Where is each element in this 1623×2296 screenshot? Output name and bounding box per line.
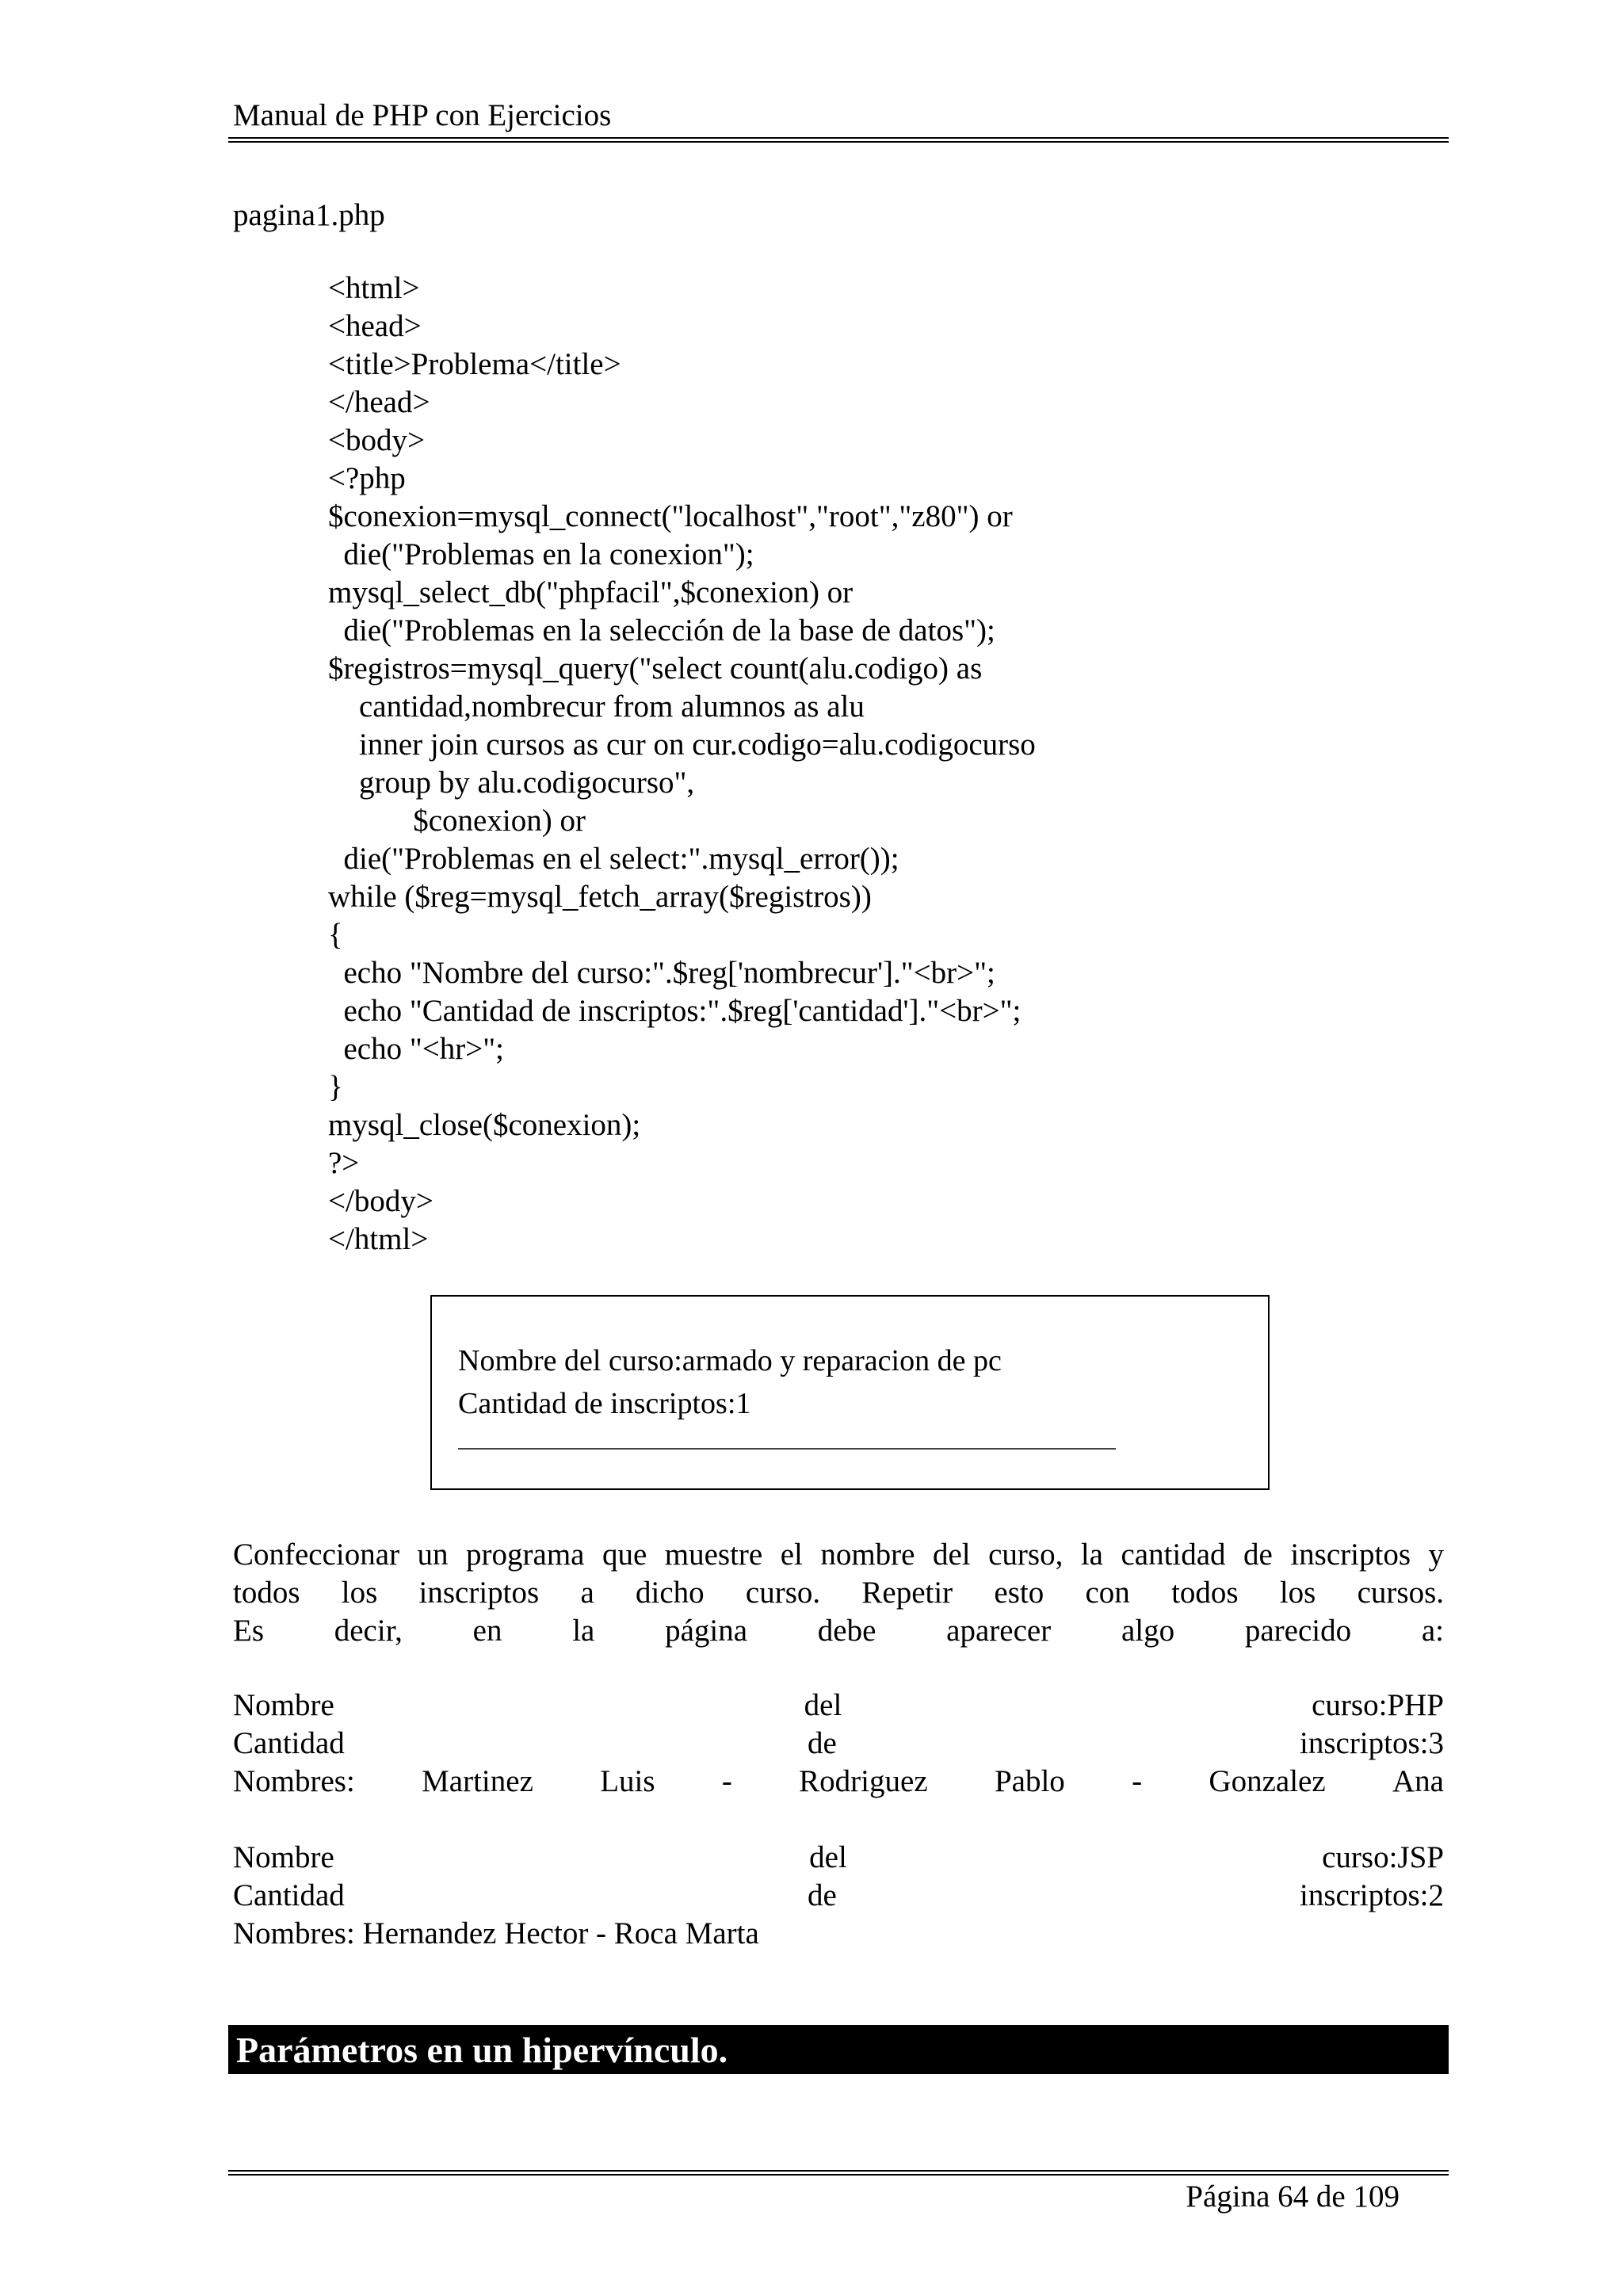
example-word: Gonzalez <box>1209 1764 1326 1798</box>
code-line: $registros=mysql_query("select count(alu.codigo) as <box>328 651 983 686</box>
example-block-jsp <box>233 1839 1444 1953</box>
example-word: de <box>808 1878 837 1912</box>
example-row <box>233 1687 1444 1725</box>
header-divider <box>228 137 1449 143</box>
exercise-paragraph <box>233 1536 1444 1650</box>
example-word: Ana <box>1392 1764 1444 1798</box>
paragraph-line: Es decir, en la página debe aparecer algo parecido a: <box>233 1614 1444 1648</box>
code-line: } <box>328 1070 343 1104</box>
example-row <box>233 1839 1444 1877</box>
example-row <box>233 1725 1444 1763</box>
example-word: inscriptos:3 <box>1300 1726 1444 1760</box>
code-line: </body> <box>328 1184 433 1218</box>
paragraph-line: todos los inscriptos a dicho curso. Repetir esto con todos los cursos. <box>233 1576 1444 1610</box>
output-horizontal-rule <box>458 1448 1116 1450</box>
output-course-name: Nombre del curso:armado y reparacion de pc <box>458 1344 1002 1377</box>
code-line: die("Problemas en la selección de la base de datos"); <box>328 613 995 648</box>
example-word: Luis <box>600 1764 655 1798</box>
paragraph-line: Confeccionar un programa que muestre el nombre del curso, la cantidad de inscriptos y <box>233 1538 1444 1572</box>
code-line: <html> <box>328 271 420 305</box>
example-word: del <box>809 1840 847 1874</box>
example-row <box>233 1877 1444 1915</box>
example-word: Nombres: <box>233 1764 355 1798</box>
example-word: curso:JSP <box>1322 1840 1444 1874</box>
example-word: Pablo <box>994 1764 1065 1798</box>
code-line: ?> <box>328 1146 360 1180</box>
section-heading-bar <box>228 2025 1449 2074</box>
code-line: mysql_select_db("phpfacil",$conexion) or <box>328 575 854 609</box>
example-word: Nombre <box>233 1840 334 1874</box>
code-line: { <box>328 918 343 952</box>
example-names-line: Nombres: Hernandez Hector - Roca Marta <box>233 1916 759 1950</box>
code-line: die("Problemas en el select:".mysql_error()); <box>328 842 899 876</box>
example-word: curso:PHP <box>1312 1688 1444 1722</box>
code-line: <body> <box>328 423 425 457</box>
example-word: Nombre <box>233 1688 334 1722</box>
example-word: Cantidad <box>233 1726 345 1760</box>
example-block-php <box>233 1687 1444 1801</box>
code-line: </head> <box>328 385 430 419</box>
example-word: de <box>808 1726 837 1760</box>
page-header-title: Manual de PHP con Ejercicios <box>233 98 612 132</box>
code-line: inner join cursos as cur on cur.codigo=alu.codigocurso <box>328 728 1036 762</box>
code-line: <?php <box>328 461 406 495</box>
code-line: $conexion) or <box>328 804 586 838</box>
browser-output-screenshot <box>430 1295 1270 1490</box>
file-name: pagina1.php <box>233 198 385 232</box>
code-line: group by alu.codigocurso", <box>328 766 695 800</box>
example-word: del <box>804 1688 842 1722</box>
code-line: <title>Problema</title> <box>328 347 621 381</box>
code-line: echo "<hr>"; <box>328 1032 505 1066</box>
code-line: mysql_close($conexion); <box>328 1108 641 1142</box>
example-word: Cantidad <box>233 1878 345 1912</box>
code-line: </html> <box>328 1222 429 1256</box>
code-listing <box>328 269 1036 1259</box>
example-word: inscriptos:2 <box>1300 1878 1444 1912</box>
example-word: Martinez <box>422 1764 533 1798</box>
code-line: <head> <box>328 309 422 343</box>
code-line: echo "Cantidad de inscriptos:".$reg['cantidad']."<br>"; <box>328 994 1022 1028</box>
output-enrolled-count: Cantidad de inscriptos:1 <box>458 1387 751 1420</box>
code-line: die("Problemas en la conexion"); <box>328 537 754 571</box>
example-word: Rodriguez <box>799 1764 928 1798</box>
code-line: cantidad,nombrecur from alumnos as alu <box>328 690 865 724</box>
example-word: - <box>1132 1764 1143 1798</box>
code-line: echo "Nombre del curso:".$reg['nombrecur']."<br>"; <box>328 956 995 990</box>
section-heading: Parámetros en un hipervínculo. <box>236 2030 728 2070</box>
example-row <box>233 1763 1444 1801</box>
example-word: - <box>721 1764 732 1798</box>
code-line: while ($reg=mysql_fetch_array($registros)) <box>328 880 872 914</box>
page-number: Página 64 de 109 <box>1186 2179 1400 2214</box>
footer-divider <box>228 2170 1449 2176</box>
code-line: $conexion=mysql_connect("localhost","root","z80") or <box>328 499 1013 533</box>
